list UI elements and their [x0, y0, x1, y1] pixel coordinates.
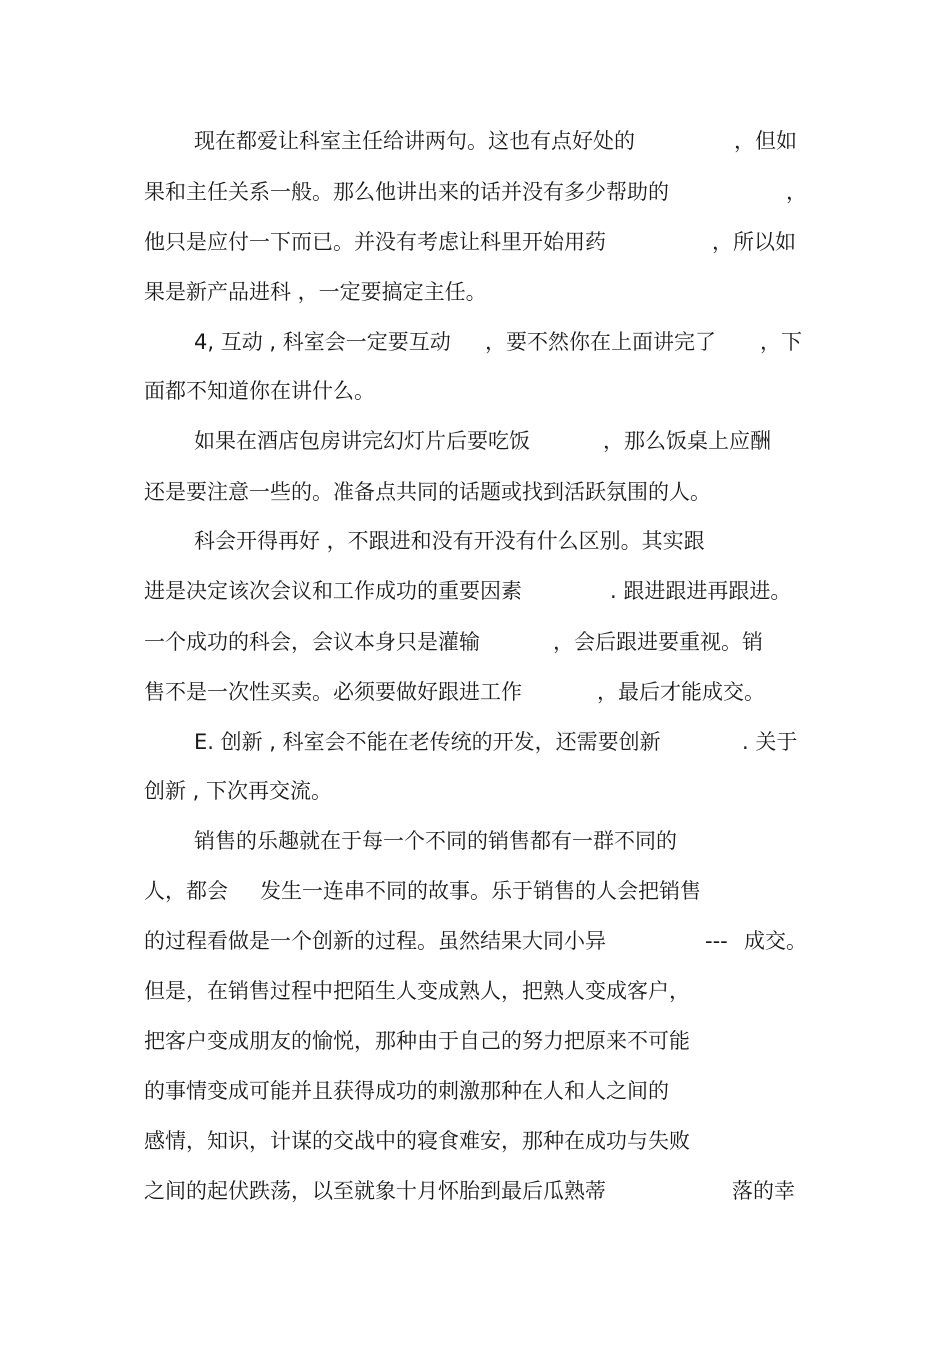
text-line [0, 876, 950, 906]
text-segment: 销售的乐趣就在于每一个不同的销售都有一群不同的 [194, 829, 677, 853]
text-segment: 如果在酒店包房讲完幻灯片后要吃饭 [194, 429, 530, 453]
text-segment: 但是，在销售过程中把陌生人变成熟人，把熟人变成客户， [144, 979, 690, 1003]
text-segment: 售不是一次性买卖。必须要做好跟进工作 [144, 680, 522, 704]
text-segment: 面都不知道你在讲什么。 [144, 379, 375, 403]
text-segment: ， [786, 180, 807, 204]
text-segment: ，下 [760, 330, 802, 354]
text-segment: 人，都会 [144, 879, 228, 903]
text-line [0, 576, 950, 606]
text-line [0, 1176, 950, 1206]
text-segment: ，最后才能成交。 [597, 680, 765, 704]
text-segment: ，那么饭桌上应酬 [603, 429, 771, 453]
text-segment: . 跟进跟进再跟进。 [610, 579, 792, 603]
text-segment: 把客户变成朋友的愉悦，那种由于自己的努力把原来不可能 [144, 1029, 690, 1053]
text-segment: ，要不然你在上面讲完了 [485, 330, 716, 354]
text-segment: E. 创新 , 科室会不能在老传统的开发，还需要创新 [194, 730, 661, 754]
text-line [0, 976, 950, 1006]
text-segment: 的事情变成可能并且获得成功的刺激那种在人和人之间的 [144, 1079, 669, 1103]
text-segment: 成交。 [744, 929, 807, 953]
text-line [0, 327, 950, 357]
text-segment: . 关于 [742, 730, 798, 754]
text-segment: 科会开得再好 ，不跟进和没有开没有什么区别。其实跟 [194, 529, 705, 553]
text-segment: 落的幸 [732, 1179, 795, 1203]
text-line [0, 376, 950, 406]
text-segment: ，但如 [734, 129, 797, 153]
text-segment: 一个成功的科会，会议本身只是灌输 [144, 630, 480, 654]
text-line [0, 1076, 950, 1106]
text-line [0, 177, 950, 207]
text-segment: ，会后跟进要重视。销 [553, 630, 763, 654]
text-line [0, 126, 950, 156]
text-line [0, 926, 950, 956]
text-segment: 进是决定该次会议和工作成功的重要因素 [144, 579, 522, 603]
text-line [0, 776, 950, 806]
text-segment: 之间的起伏跌荡，以至就象十月怀胎到最后瓜熟蒂 [144, 1179, 606, 1203]
text-segment: 创新 , 下次再交流。 [144, 779, 333, 803]
text-segment: 现在都爱让科室主任给讲两句。这也有点好处的 [194, 129, 635, 153]
text-segment: 果是新产品进科 ，一定要搞定主任。 [144, 280, 487, 304]
text-line [0, 727, 950, 757]
text-line [0, 677, 950, 707]
text-segment: 还是要注意一些的。准备点共同的话题或找到活跃氛围的人。 [144, 480, 711, 504]
text-line [0, 227, 950, 257]
text-line [0, 1026, 950, 1056]
text-line [0, 526, 950, 556]
text-segment: 感情，知识，计谋的交战中的寝食难安，那种在成功与失败 [144, 1129, 690, 1153]
text-segment: 4, 互动 , 科室会一定要互动 [194, 330, 451, 354]
text-segment: ，所以如 [712, 230, 796, 254]
text-segment: 他只是应付一下而已。并没有考虑让科里开始用药 [144, 230, 606, 254]
text-line [0, 277, 950, 307]
text-segment: 的过程看做是一个创新的过程。虽然结果大同小异 [144, 929, 606, 953]
text-segment: 发生一连串不同的故事。乐于销售的人会把销售 [260, 879, 701, 903]
text-segment: 果和主任关系一般。那么他讲出来的话并没有多少帮助的 [144, 180, 669, 204]
text-line [0, 627, 950, 657]
text-line [0, 426, 950, 456]
text-segment: --- [705, 929, 728, 953]
text-line [0, 477, 950, 507]
text-line [0, 1126, 950, 1156]
text-line [0, 826, 950, 856]
